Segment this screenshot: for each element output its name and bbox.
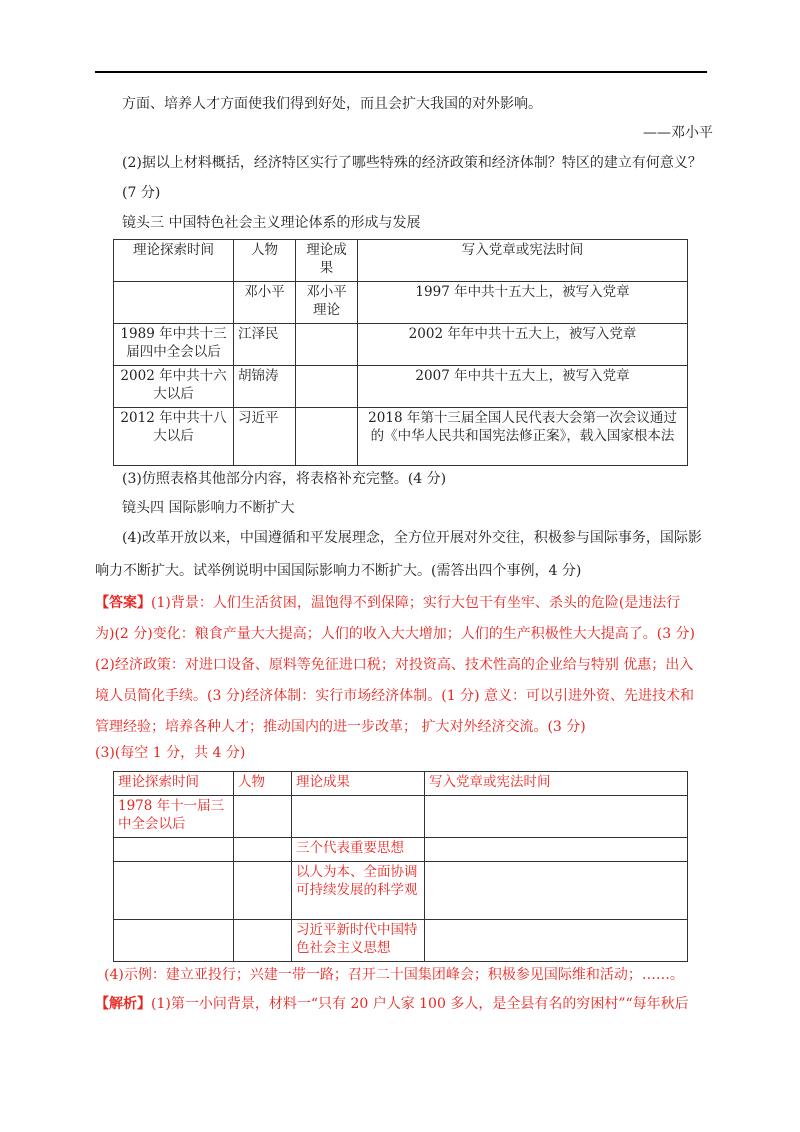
table-cell bbox=[425, 796, 688, 838]
theory-table bbox=[113, 239, 688, 466]
table-cell: 三个代表重要思想 bbox=[292, 838, 425, 862]
analysis-text: (1)第一小问背景，材料一“只有 20 户人家 100 多人，是全县有名的穷困村”“每年秋后 bbox=[151, 996, 689, 1012]
answer-1-line-2: 为)(2 分)变化：粮食产量大大提高；人们的收入大大增加；人们的生产积极性大大提高了。(3 分) bbox=[95, 626, 696, 642]
answer-3-label: (3)(每空 1 分，共 4 分) bbox=[95, 745, 246, 761]
question-2: (2)据以上材料概括，经济特区实行了哪些特殊的经济政策和经济体制？特区的建立有何意义？ bbox=[122, 155, 702, 171]
table-header-row bbox=[114, 772, 688, 796]
table-cell bbox=[234, 838, 292, 862]
table-cell bbox=[114, 920, 234, 962]
table-header-cell: 理论成果 bbox=[296, 240, 358, 282]
answer-1-text: (1)背景：人们生活贫困，温饱得不到保障；实行大包干有坐牢、杀头的危险(是违法行 bbox=[151, 595, 681, 611]
table-header-cell: 理论探索时间 bbox=[114, 240, 234, 282]
answer-2-line-2: 境人员简化手续。(3 分)经济体制：实行市场经济体制。(1 分) 意义：可以引进外资、先进技术和 bbox=[95, 688, 695, 704]
answer-2-line-1: (2)经济政策：对进口设备、原料等免征进口税；对投资高、技术性高的企业给与特别 优惠；出入 bbox=[95, 657, 694, 673]
table-cell: 2002 年年中共十五大上，被写入党章 bbox=[358, 324, 688, 366]
table-row bbox=[114, 324, 688, 366]
table-cell: 2018 年第十三届全国人民代表大会第一次会议通过的《中华人民共和国宪法修正案》，载入国家根本法 bbox=[358, 408, 688, 466]
table-cell: 邓小平 bbox=[234, 282, 296, 324]
analysis-tag: 【解析】 bbox=[95, 996, 151, 1012]
table-row bbox=[114, 838, 688, 862]
section-3-title: 镜头三 中国特色社会主义理论体系的形成与发展 bbox=[122, 215, 421, 231]
table-cell bbox=[425, 862, 688, 920]
table-cell: 2007 年中共十五大上，被写入党章 bbox=[358, 366, 688, 408]
table-header-cell: 写入党章或宪法时间 bbox=[358, 240, 688, 282]
table-cell: 胡锦涛 bbox=[234, 366, 296, 408]
table-cell bbox=[114, 282, 234, 324]
table-cell: 习近平新时代中国特色社会主义思想 bbox=[292, 920, 425, 962]
table-header-cell: 人物 bbox=[234, 772, 292, 796]
table-cell bbox=[296, 366, 358, 408]
table-header-cell: 理论成果 bbox=[292, 772, 425, 796]
material-attribution: ——邓小平 bbox=[643, 125, 713, 141]
table-cell bbox=[234, 796, 292, 838]
table-cell bbox=[425, 920, 688, 962]
section-4-title: 镜头四 国际影响力不断扩大 bbox=[122, 500, 295, 516]
table-cell: 1978 年十一届三中全会以后 bbox=[114, 796, 234, 838]
question-2-score: (7 分) bbox=[122, 185, 161, 201]
table-header-cell: 理论探索时间 bbox=[114, 772, 234, 796]
answer-1-line-1 bbox=[95, 595, 680, 613]
table-cell: 1989 年中共十三届四中全会以后 bbox=[114, 324, 234, 366]
table-cell bbox=[234, 862, 292, 920]
table-cell: 习近平 bbox=[234, 408, 296, 466]
table-cell bbox=[425, 838, 688, 862]
table-cell bbox=[234, 920, 292, 962]
table-cell: 1997 年中共十五大上，被写入党章 bbox=[358, 282, 688, 324]
table-row bbox=[114, 282, 688, 324]
table-cell bbox=[292, 796, 425, 838]
table-row bbox=[114, 408, 688, 466]
table-cell bbox=[296, 408, 358, 466]
table-cell: 江泽民 bbox=[234, 324, 296, 366]
table-row bbox=[114, 862, 688, 920]
table-cell: 以人为本、全面协调可持续发展的科学观 bbox=[292, 862, 425, 920]
answer-table bbox=[113, 771, 688, 962]
answer-2-line-3: 管理经验；培养各种人才；推动国内的进一步改革； 扩大对外经济交流。(3 分) bbox=[95, 719, 586, 735]
answer-tag: 【答案】 bbox=[95, 595, 151, 611]
table-cell: 2002 年中共十六大以后 bbox=[114, 366, 234, 408]
question-4-line-1: (4)改革开放以来，中国遵循和平发展理念，全方位开展对外交往，积极参与国际事务，国际影 bbox=[122, 530, 702, 546]
table-header-cell: 写入党章或宪法时间 bbox=[425, 772, 688, 796]
table-row bbox=[114, 920, 688, 962]
question-4-line-2: 响力不断扩大。试举例说明中国国际影响力不断扩大。(需答出四个事例，4 分) bbox=[95, 563, 582, 579]
table-cell: 邓小平理论 bbox=[296, 282, 358, 324]
table-header-cell: 人物 bbox=[234, 240, 296, 282]
header-rule bbox=[95, 71, 707, 73]
question-3: (3)仿照表格其他部分内容，将表格补充完整。(4 分) bbox=[122, 471, 447, 487]
table-cell: 2012 年中共十八大以后 bbox=[114, 408, 234, 466]
answer-4: (4)示例：建立亚投行；兴建一带一路；召开二十国集团峰会；积极参见国际维和活动；……。 bbox=[104, 967, 684, 983]
table-header-row bbox=[114, 240, 688, 282]
table-cell bbox=[114, 862, 234, 920]
table-row bbox=[114, 796, 688, 838]
analysis-line bbox=[95, 996, 689, 1014]
table-cell bbox=[296, 324, 358, 366]
table-cell bbox=[114, 838, 234, 862]
table-row bbox=[114, 366, 688, 408]
material-line: 方面、培养人才方面使我们得到好处，而且会扩大我国的对外影响。 bbox=[122, 96, 542, 112]
